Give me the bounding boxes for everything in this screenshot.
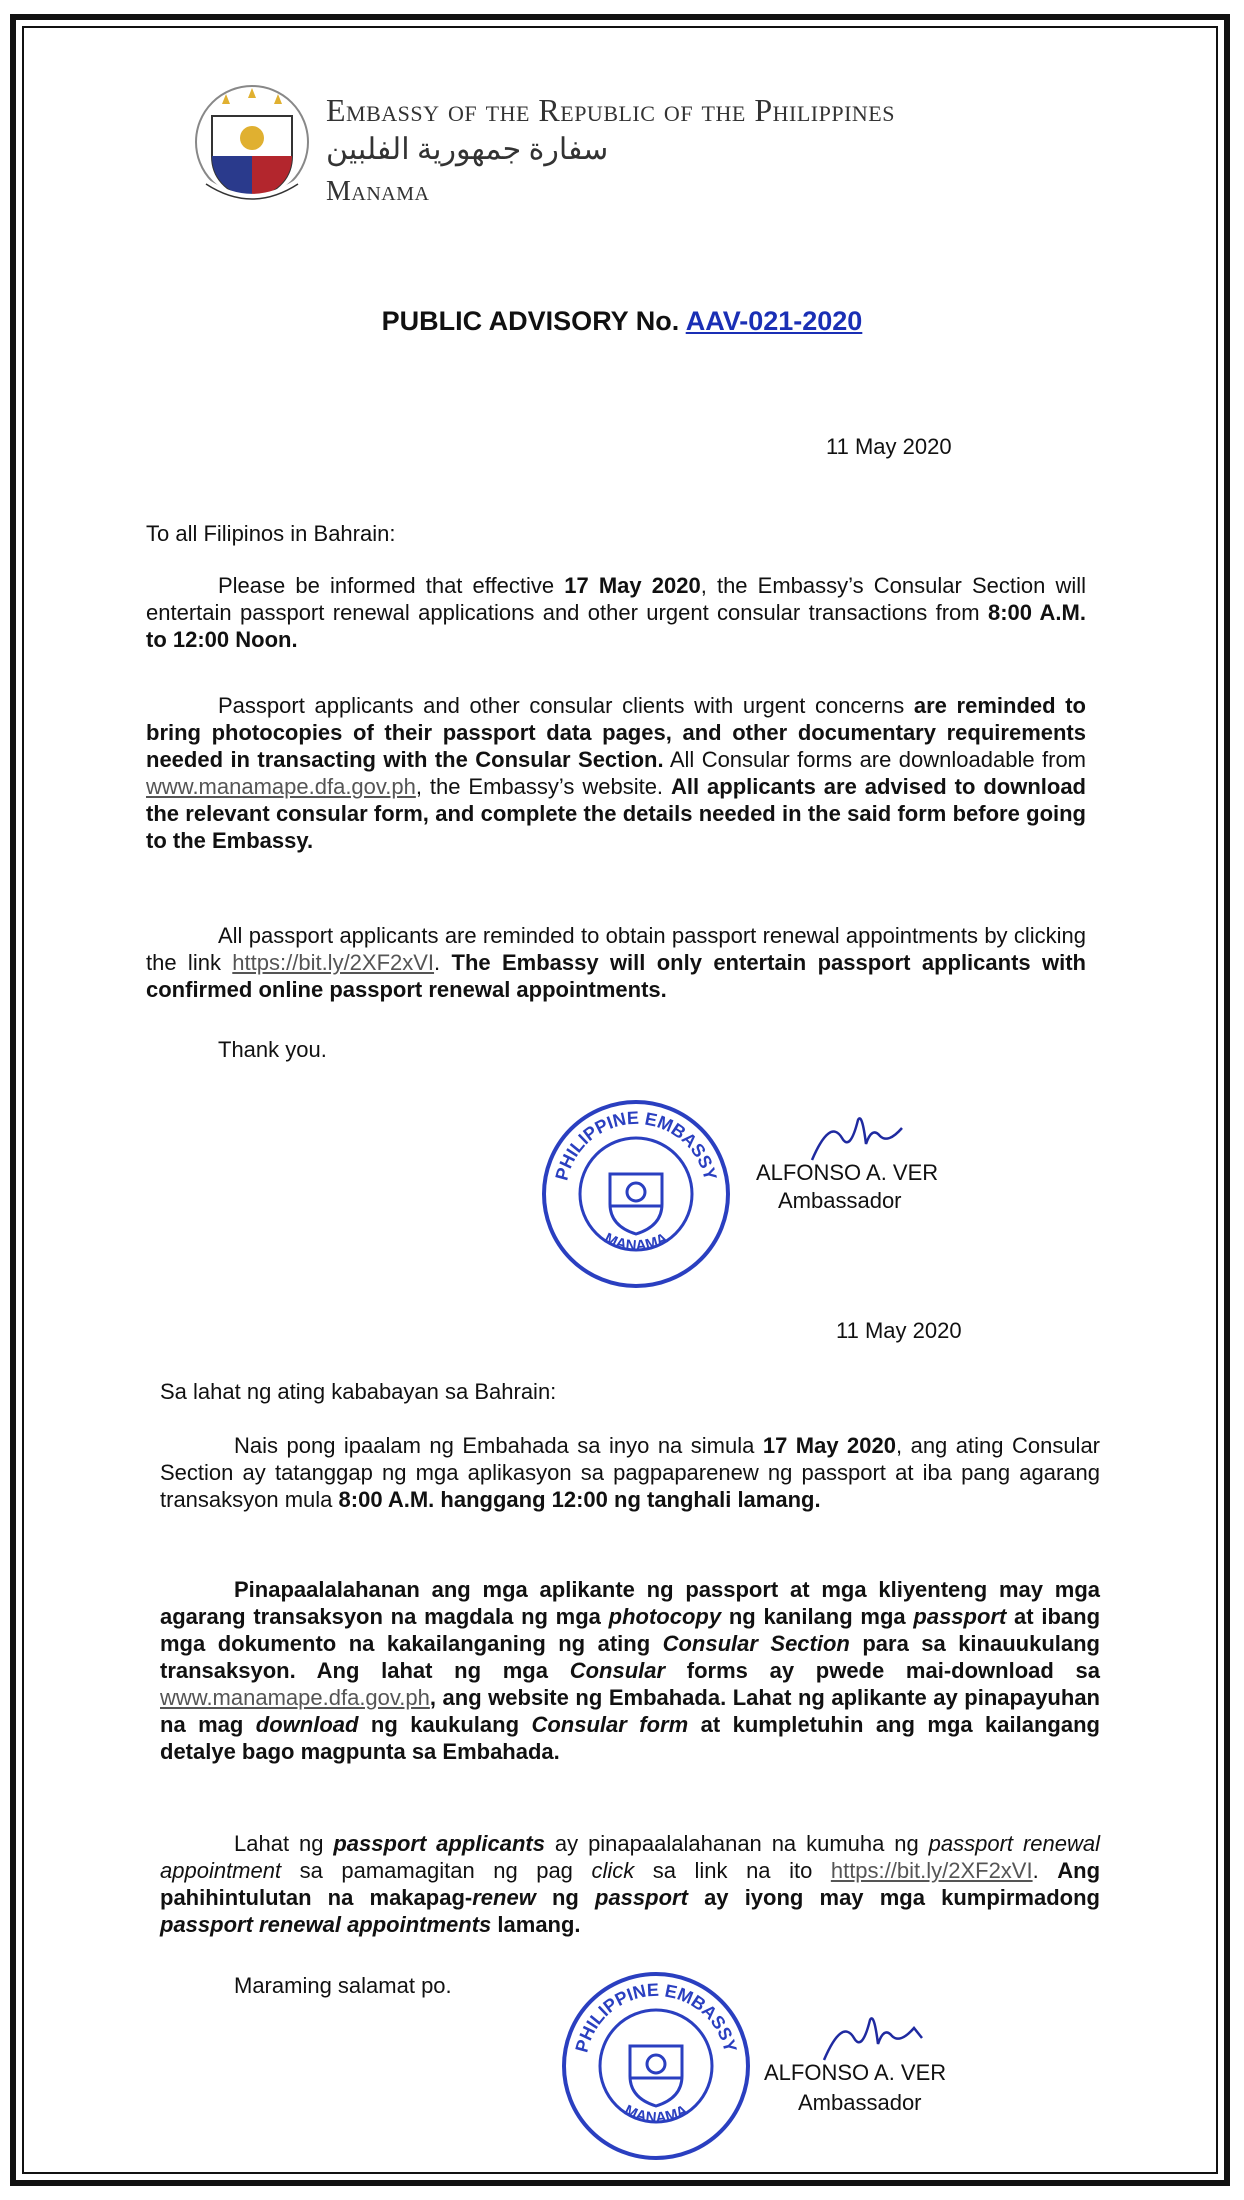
english-salutation: To all Filipinos in Bahrain: [146, 521, 396, 546]
signature-icon [806, 1108, 926, 1168]
english-signatory-name: ALFONSO A. VER [756, 1160, 939, 1185]
filipino-paragraph-2: Pinapaalalahanan ang mga aplikante ng passport at mga kliyenteng may mga agarang transaksyon na magdala ng mga photocopy ng kanilang mga passport at ibang mga dokumento na kakailanganing ng ating Consular Section para sa kinauukulang transaksyon. Ang lahat ng mga Consular forms ay pwede mai-download sa www.manamape.dfa.gov.ph, ang website ng Embahada. Lahat ng aplikante ay pinapayuhan na mag download ng kaukulang Consular form at kumpletuhin ang mga kailangang detalye bago magpunta sa Embahada. [160, 1577, 1101, 1764]
letterhead-embassy-name-arabic: سفارة جمهورية الفلبين [326, 133, 609, 166]
advisory-number: AAV-021-2020 [685, 306, 863, 336]
english-paragraph-1: Please be informed that effective 17 May 2020, the Embassy’s Consular Section will entertain passport renewal applications and other urgent consular transactions from 8:00 A.M. to 12:00 Noon. [146, 573, 1087, 652]
english-paragraph-3: All passport applicants are reminded to obtain passport renewal appointments by clicking the link https://bit.ly/2XF2xVI. The Embassy will only entertain passport applicants with confirmed online passport renewal appointments. [146, 923, 1086, 1002]
svg-text:PHILIPPINE EMBASSY: PHILIPPINE EMBASSY [551, 1107, 721, 1183]
advisory-title-prefix: PUBLIC ADVISORY No. [381, 306, 680, 336]
letterhead-city: Manama [326, 176, 430, 207]
filipino-consular-forms-link[interactable]: www.manamape.dfa.gov.ph [160, 1685, 430, 1710]
english-paragraph-2: Passport applicants and other consular clients with urgent concerns are reminded to bring photocopies of their passport data pages, and other documentary requirements needed in transacting with the Consular Section. All Consular forms are downloadable from www.manamape.dfa.gov.ph, the Embassy’s website. All applicants are advised to download the relevant consular form, and complete the details needed in the said form before going to the Embassy. [146, 693, 1086, 853]
svg-text:MANAMA: MANAMA [601, 1229, 671, 1255]
filipino-date: 11 May 2020 [836, 1318, 962, 1343]
embassy-seal-stamp-icon-2 [556, 1966, 756, 2166]
advisory-title [0, 306, 1244, 337]
filipino-paragraph-3: Lahat ng passport applicants ay pinapaalalahanan na kumuha ng passport renewal appointment sa pamamagitan ng pag click sa link na ito https://bit.ly/2XF2xVI. Ang pahihintulutan na makapag-renew ng passport ay iyong may mga kumpirmadong passport renewal appointments lamang. [160, 1831, 1101, 1937]
filipino-salutation: Sa lahat ng ating kababayan sa Bahrain: [160, 1379, 557, 1404]
letterhead-embassy-name: Embassy of the Republic of the Philippines [326, 92, 895, 128]
svg-text:PHILIPPINE EMBASSY: PHILIPPINE EMBASSY [571, 1979, 741, 2055]
filipino-signatory-title: Ambassador [798, 2090, 922, 2115]
appointment-link[interactable]: https://bit.ly/2XF2xVI [232, 950, 435, 975]
english-closing: Thank you. [218, 1037, 327, 1062]
english-date: 11 May 2020 [826, 434, 952, 459]
english-signatory-title: Ambassador [778, 1188, 902, 1213]
philippine-crest-icon [192, 76, 312, 212]
filipino-paragraph-1: Nais pong ipaalam ng Embahada sa inyo na simula 17 May 2020, ang ating Consular Section ay tatanggap ng mga aplikasyon sa pagpaparenew ng passport at iba pang agarang transaksyon mula 8:00 A.M. hanggang 12:00 ng tanghali lamang. [160, 1433, 1101, 1512]
filipino-closing: Maraming salamat po. [234, 1973, 452, 1998]
signature-icon-2 [818, 2008, 938, 2068]
filipino-signatory-name: ALFONSO A. VER [764, 2060, 947, 2085]
filipino-appointment-link[interactable]: https://bit.ly/2XF2xVI [830, 1858, 1033, 1883]
consular-forms-link[interactable]: www.manamape.dfa.gov.ph [146, 774, 416, 799]
svg-text:MANAMA: MANAMA [621, 2101, 691, 2127]
embassy-seal-stamp-icon [536, 1094, 736, 1294]
